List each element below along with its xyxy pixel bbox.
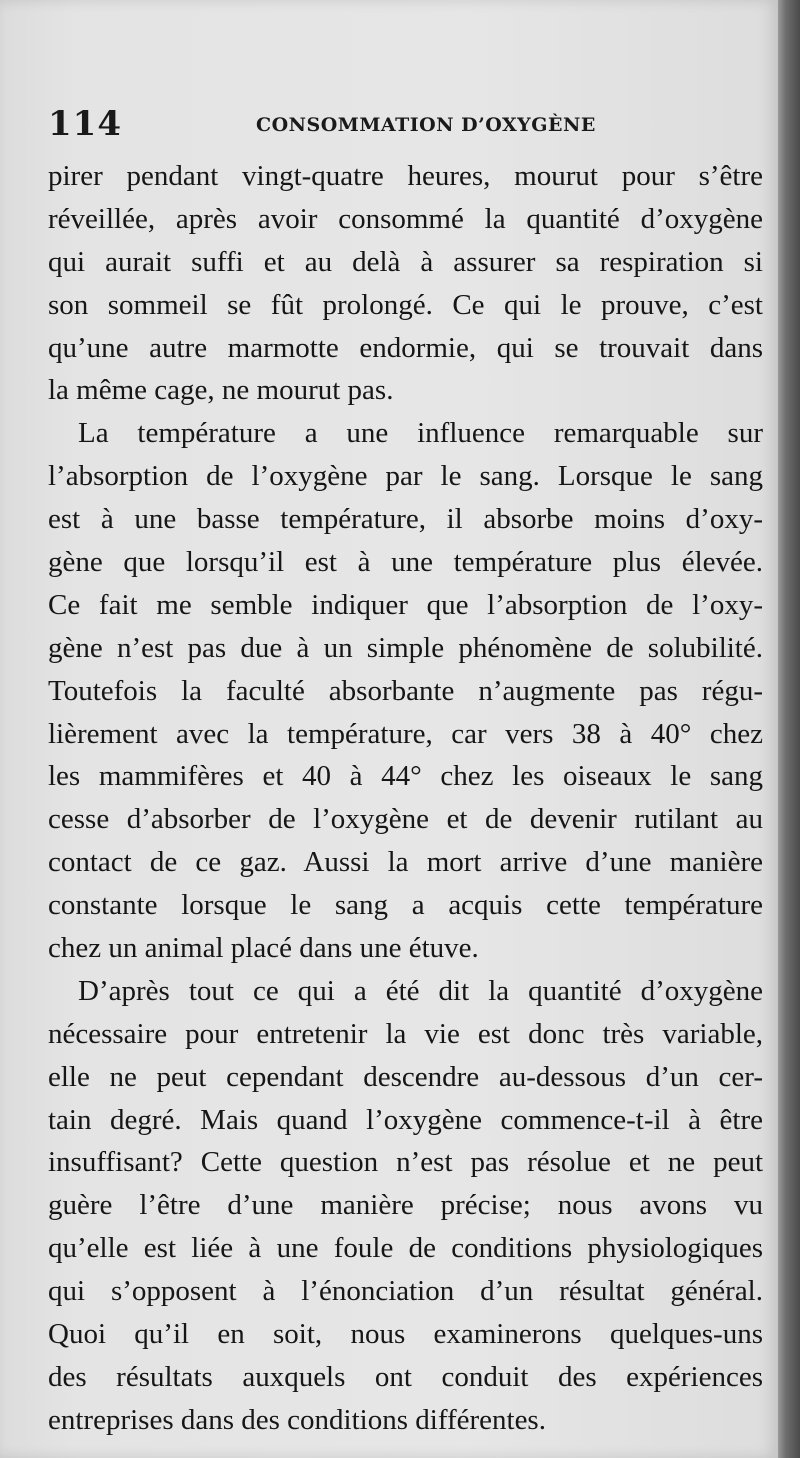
text-line: qu’une autre marmotte endormie, qui se trouvait dans [48,331,763,364]
body-text [48,155,763,1442]
page-edge-shadow [778,0,800,1458]
text-line: insuffisant? Cette question n’est pas résolue et ne peut [48,1146,763,1179]
text-line: des résultats auxquels ont conduit des expériences [48,1360,763,1393]
text-line: contact de ce gaz. Aussi la mort arrive d’une manière [48,846,763,879]
text-line: elle ne peut cependant descendre au-dessous d’un cer- [48,1060,763,1093]
text-line: son sommeil se fût prolongé. Ce qui le prouve, c’est [48,288,763,321]
text-line: gène que lorsqu’il est à une température plus élevée. [48,546,763,579]
text-line: guère l’être d’une manière précise; nous avons vu [48,1189,763,1222]
text-line: qui aurait suffi et au delà à assurer sa respiration si [48,245,763,278]
text-line: Quoi qu’il en soit, nous examinerons quelques-uns [48,1318,763,1351]
text-line: tain degré. Mais quand l’oxygène commence-t-il à être [48,1103,763,1136]
text-line: lièrement avec la température, car vers 38 à 40° chez [48,717,763,750]
text-line: constante lorsque le sang a acquis cette température [48,889,763,922]
text-line: gène n’est pas due à un simple phénomène de solubilité. [48,631,763,664]
page-number: 114 [48,104,122,144]
text-line: Ce fait me semble indiquer que l’absorption de l’oxy- [48,588,763,621]
text-line: les mammifères et 40 à 44° chez les oiseaux le sang [48,760,763,793]
text-line: pirer pendant vingt-quatre heures, mourut pour s’être [48,160,763,192]
text-line: nécessaire pour entretenir la vie est donc très variable, [48,1017,763,1050]
paragraph-start-line: La température a une influence remarquable sur [78,417,763,450]
paragraph-start-line: D’après tout ce qui a été dit la quantité d’oxygène [78,974,763,1007]
text-line: qu’elle est liée à une foule de conditions physiologiques [48,1232,763,1265]
text-line: cesse d’absorber de l’oxygène et de devenir rutilant au [48,803,763,836]
text-line: chez un animal placé dans une étuve. [48,932,479,965]
page-header [48,104,608,148]
text-line: la même cage, ne mourut pas. [48,374,394,407]
text-line: Toutefois la faculté absorbante n’augmente pas régu- [48,674,763,707]
running-title: CONSOMMATION D’OXYGÈNE [256,114,596,136]
text-line: qui s’opposent à l’énonciation d’un résultat général. [48,1275,763,1308]
text-line: entreprises dans des conditions différentes. [48,1403,546,1436]
text-line: réveillée, après avoir consommé la quantité d’oxygène [48,202,763,235]
text-line: est à une basse température, il absorbe moins d’oxy- [48,503,763,536]
text-line: l’absorption de l’oxygène par le sang. Lorsque le sang [48,460,763,493]
